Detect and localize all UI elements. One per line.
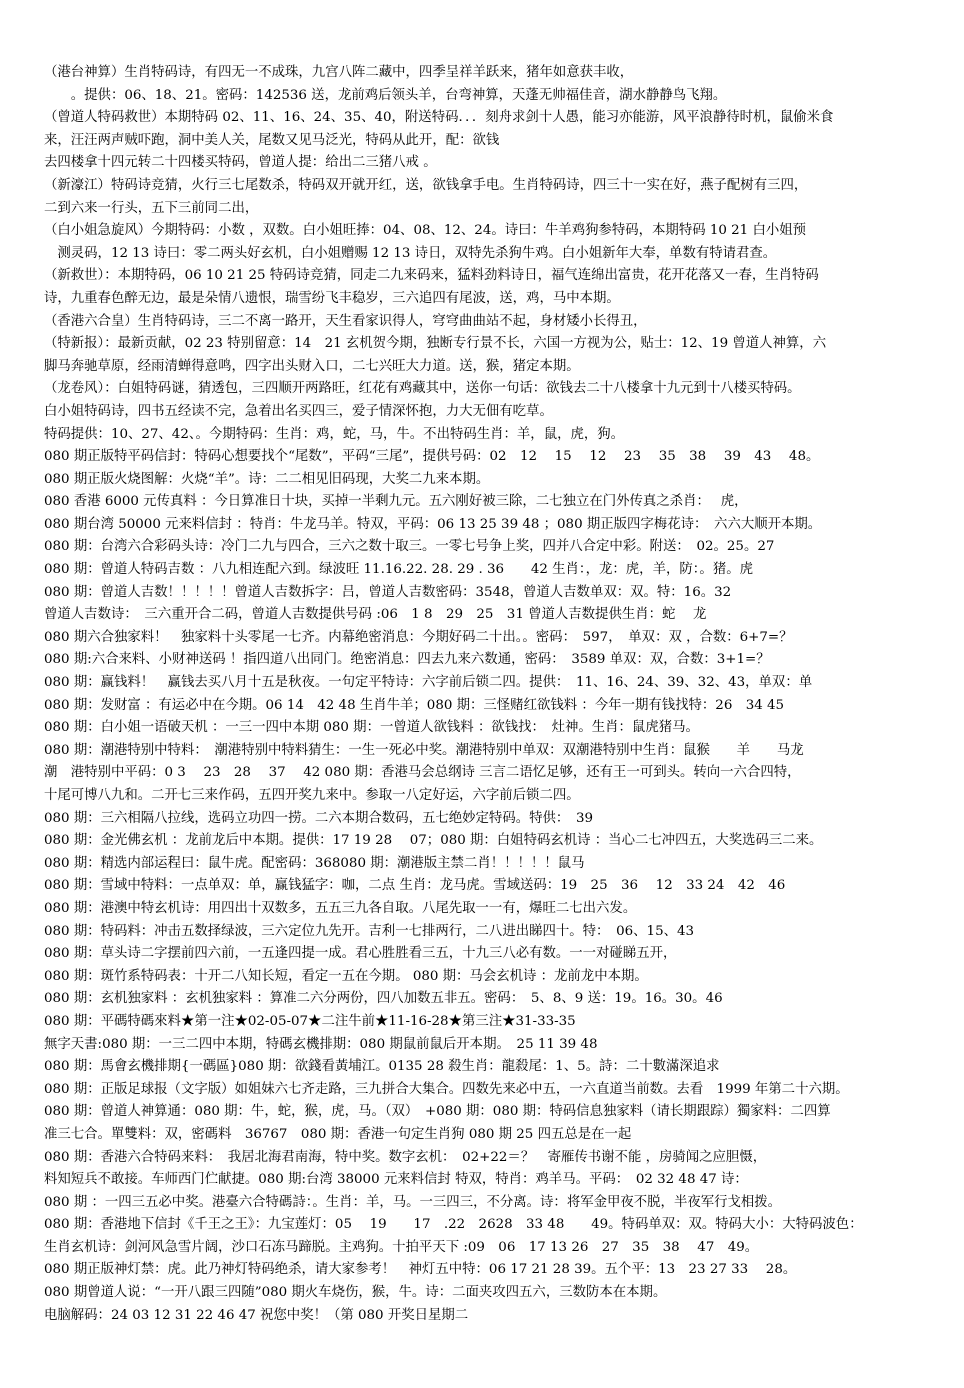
text-line: 080 期：发财富 ：有运必中在今期。06 14 42 48 生肖牛羊；080 期：三怪赌红欲钱料 ：今年一期有钱找特：26 34 45 <box>44 697 785 713</box>
text-line: 080 期：正版足球报（文字版）如姐妹六七齐走路，三九拼合大集合。四数先来必中五，一六直道当前数。去看 1999 年第二十六期。 <box>44 1081 849 1097</box>
text-line: （龙卷风）：白姐特码谜，猜透包，三四顺开两路旺，红花有鸡藏其中，送你一句话：欲钱去二十八楼拿十九元到十八楼买特码。 <box>44 381 801 397</box>
text-line: 潮 港特别中平码：0 3 23 28 37 42 080 期：香港马会总纲诗 三言二语忆足够，还有王一可到头。转向一六合四特， <box>44 765 801 781</box>
text-line: （新救世）：本期特码，06 10 21 25 特码诗竞猜，同走二九来码来，猛料劲料诗日，福气连绵出富贵，花开花落又一春，生肖特码 <box>44 268 819 284</box>
text-line: 080 香港 6000 元传真料 ：今日算准日十块，买掉一半剩九元。五六刚好被三除，二七独立在门外传真之杀肖： 虎， <box>44 494 748 510</box>
text-line: （特新报）：最新贡献，02 23 特别留意：14 21 玄机贺今期，独断专行景不长，六国一方视为公，贴士：12、19 曾道人神算，六 <box>44 336 827 352</box>
text-line: 080 期：曾道人特码吉数 ：八九相连配六到。绿波旺 11.16.22. 28. 29 . 36 42 生肖：，龙：虎，羊，防：。猪。虎 <box>44 562 753 578</box>
text-line: 来，汪汪两声贼吓跑，洞中美人关，尾数又见马泛光，特码从此开，配：欲钱 <box>44 132 500 148</box>
text-line: 080 期：台湾六合彩码头诗：冷门二九与四合，三六之数十取三。一零七号争上奖，四并八合定中彩。附送： 02。25。27 <box>44 539 775 555</box>
text-line: 080 期：香港六合特码来料： 我居北海君南海，特中奖。数字玄机： 02+22＝？ 寄雁传书谢不能 ，房骑闻之应胆慑， <box>44 1149 767 1165</box>
text-line: 080 期：玄机独家料 ：玄机独家料 ：算准二六分两份，四八加数五非五。密码： 5、8、9 送：19。16。30。46 <box>44 991 723 1007</box>
text-line: 电脑解码：24 03 12 31 22 46 47 祝您中奖！（第 080 开奖日星期二 <box>44 1307 469 1323</box>
text-line: （曾道人特码救世）本期特码 02、11、16、24、35、40，附送特码．．．刻舟求剑十人愚，能习亦能游，风平浪静待时机，鼠偷米食 <box>44 110 834 126</box>
text-line: （新濠江）特码诗竞猜，火行三七尾数杀，特码双开就开红，送，欲钱拿手电。生肖特码诗，四三十一实在好，燕子配树有三四， <box>44 177 808 193</box>
text-line: 無字天書:080 期：一三二四中本期，特碼玄機排期：080 期鼠前鼠后开本期。 25 11 39 48 <box>44 1036 598 1052</box>
text-line <box>44 1327 944 1350</box>
text-line: 曾道人吉数诗： 三六重开合二码，曾道人吉数提供号码 :06 1 8 29 25 31 曾道人吉数提供生肖：蛇 龙 <box>44 607 707 623</box>
text-line: 080 期：馬會玄機排期{一碼區}080 期：欲錢看黃埔江。0135 28 殺生肖：龍殺尾：1、5。詩：二十數滿深追求 <box>44 1059 720 1075</box>
text-line: 脚马奔驰草原，经雨清蝉得意鸣，四字出头财入口，二七兴旺大力道。送，猴，猪定本期。 <box>44 358 580 374</box>
text-line: 080 期：曾道人吉数！！！！！曾道人吉数拆字：吕，曾道人吉数密码：3548，曾道人吉数单双：双。特：16。32 <box>44 584 732 600</box>
text-line: 080 期：曾道人神算通：080 期：牛，蛇，猴，虎，马。（双） +080 期：080 期：特码信息独家料（请长期跟踪）獨家料：二四算 <box>44 1104 831 1120</box>
text-line: 。提供：06、18、21。密码：142536 送，龙前鸡后领头羊，台弯神算，天蓬无帅福佳音，湖水静静鸟飞翔。 <box>44 87 727 103</box>
text-line: 080 期：平碼特碼來料★第一注★02-05-07★二注牛前★11-16-28★第三注★31-33-35 <box>44 1013 576 1029</box>
text-line: 080 期：潮港特别中特料： 潮港特别中特料猜生：一生一死必中奖。潮港特别中单双：双潮港特别中生肖：鼠猴 羊 马龙 <box>44 742 804 758</box>
text-line: 080 期正版特平码信封：特码心想要找个“尾数”，平码“三尾”，提供号码：02 12 15 12 23 35 38 39 43 48。 <box>44 449 820 465</box>
text-line: 准三七合。單雙料：双，密碼料 36767 080 期：香港一句定生肖狗 080 期 25 四五总是在一起 <box>44 1126 632 1142</box>
text-line: 080 期:六合来料、小财神送码 ！指四道八出同门。绝密消息：四去九来六数通，密码： 3589 单双：双，合数：3+1=？ <box>44 652 770 668</box>
text-line: 去四楼拿十四元转二十四楼买特码，曾道人提：给出二三猪八戒 。 <box>44 155 437 171</box>
text-line: 080 期：金光佛玄机 ：龙前龙后中本期。提供：17 19 28 07；080 期：白姐特码玄机诗 ：当心二七冲四五，大奖选码三二来。 <box>44 833 823 849</box>
text-line: 080 期：白小姐一语破天机 ：一三一四中本期 080 期：一曾道人欲钱料 ：欲钱找： 灶神。生肖：鼠虎猪马。 <box>44 720 699 736</box>
text-line: （白小姐急旋风）今期特码：小数 ，双数。白小姐旺捧：04、08、12、24。诗曰：牛羊鸡狗参特码，本期特码 10 21 白小姐预 <box>44 223 807 239</box>
text-line: （香港六合皇）生肖特码诗，三二不离一路开，天生看家识得人，穹穹曲曲站不起，身材矮小长得丑， <box>44 313 647 329</box>
document-body <box>44 62 944 1350</box>
text-line: 二到六来一行头，五下三前同二出， <box>44 200 259 216</box>
text-line: 080 期曾道人说：“一开八跟三四随”080 期火车烧伤，猴，牛。诗：二面夹攻四五六，三数防本在本期。 <box>44 1285 667 1301</box>
text-line: 080 期：雪域中特料：一点单双：单，赢钱猛字：咖，二点 生肖：龙马虎。雪域送码：19 25 36 12 33 24 42 46 <box>44 878 786 894</box>
text-line: （港台神算）生肖特码诗，有四无一不成珠，九宫八阵二藏中，四季呈祥羊跃来，猪年如意获丰收， <box>44 65 634 80</box>
text-line: 诗，九重春色醉无边，最是朵情八遗恨，瑞雪纷飞丰稳岁，三六追四有尾波，送，鸡，马中本期。 <box>44 290 620 306</box>
text-line: 080 期：香港地下信封《千王之王》：九宝莲灯：05 19 17 .22 2628 33 48 49。特码单双：双。特码大小：大特码波色： <box>44 1217 863 1233</box>
text-line: 080 期 ：一四三五必中奖。港臺六合特碼詩：。生肖：羊，马。一三四三，不分离。诗：将军金甲夜不脱，半夜军行戈相拨。 <box>44 1194 782 1210</box>
text-line: 080 期六合独家料！ 独家料十头零尾一七齐。内幕绝密消息：今期好码二十出。。密码： 597， 单双：双 ，合数：6+7=？ <box>44 629 793 645</box>
text-line: 料知短兵不敢接。车师西门伫献捷。080 期:台湾 38000 元来料信封 特双，特肖：鸡羊马。平码： 02 32 48 47 诗： <box>44 1172 748 1188</box>
text-line: 080 期正版神灯禁：虎。此乃神灯特码绝杀，请大家参考！ 神灯五中特：06 17 21 28 39。五个平：13 23 27 33 28。 <box>44 1262 797 1278</box>
text-line: 特码提供：10、27、42、。今期特码：生肖：鸡，蛇，马，牛。不出特码生肖：羊，鼠，虎，狗。 <box>44 426 625 442</box>
text-line: 080 期：精选内部运程曰：鼠牛虎。配密码：368080 期：潮港版主禁二肖！！！！！鼠马 <box>44 855 585 871</box>
text-line: 080 期正版火烧图解：火烧“羊”。诗：二二相见旧码现，大奖二九来本期。 <box>44 471 490 487</box>
text-line: 080 期：草头诗二字摆前四六前，一五逢四提一成。君心胜胜看三五，十九三八必有数。一一对碰睇五开， <box>44 946 677 962</box>
text-line: 080 期台湾 50000 元来料信封 ：特肖：牛龙马羊。特双，平码：06 13 25 39 48 ；080 期正版四字梅花诗： 六六大顺开本期。 <box>44 516 822 532</box>
text-line: 080 期：斑竹系特码表：十开二八知长短，看定一五在今期。 080 期：马会玄机诗 ：龙前龙中本期。 <box>44 968 648 984</box>
text-line: 080 期：三六相隔八拉线，选码立功四一捞。二六本期合数码，五七绝妙定特码。特供： 39 <box>44 810 593 826</box>
text-line: 十尾可博八九和。二开七三来作码，五四开奖九来中。参取一八定好运，六字前后锁二四。 <box>44 788 580 803</box>
text-line: 080 期：赢钱料！ 赢钱去买八月十五是秋夜。一句定平特诗：六字前后锁二四。提供： 11、16、24、39、32、43，单双：单 <box>44 675 813 691</box>
text-line: 测灵码，12 13 诗曰：零二两头好玄机，白小姐赠赐 12 13 诗日，双特先杀狗牛鸡。白小姐新年大奉，单数有特请君查。 <box>44 245 777 261</box>
text-line: 生肖玄机诗：剑河风急雪片阔，沙口石冻马蹄脱。主鸡狗。十拍平天下 :09 06 17 13 26 27 35 38 47 49。 <box>44 1239 759 1255</box>
text-line: 080 期：特码料：冲击五数择绿波，三六定位九先开。吉利一七排两行，二八进出睇四十。特： 06、15、43 <box>44 923 695 939</box>
text-line: 白小姐特码诗，四书五经读不完，急着出名买四三，爱子情深怀抱，力大无佃有吃草。 <box>44 403 553 419</box>
text-line: 080 期：港澳中特玄机诗：用四出十双数多，五五三九各自取。八尾先取一一有，爆旺二七出六发。 <box>44 900 637 916</box>
